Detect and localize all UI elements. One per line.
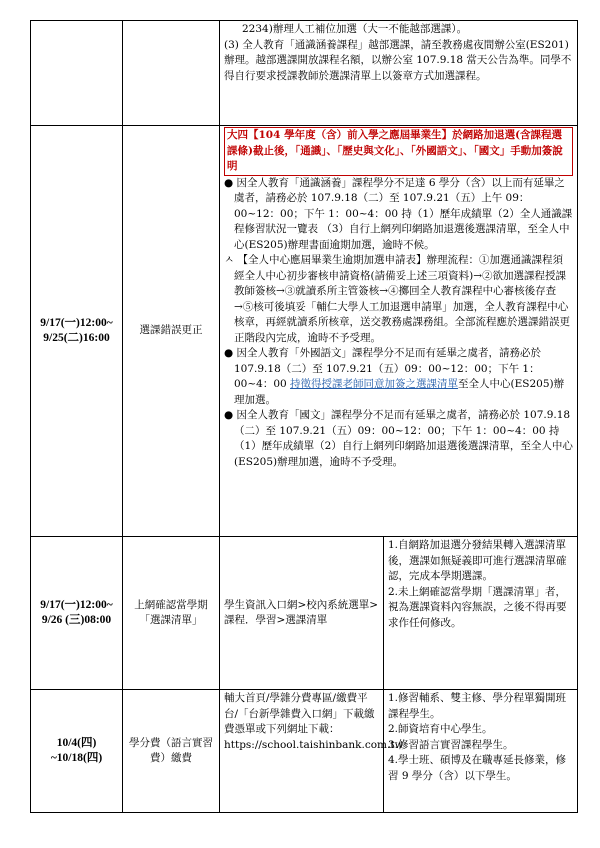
table-row bbox=[31, 21, 578, 126]
table-row bbox=[31, 690, 578, 813]
list-item-text: 【全人中心應屆畢業生逾期加選申請表】辦理流程：①加選通識課程須經全人中心初步審核申請資格(請備妥上述三項資料)→②欲加選課程授課教師簽核→③就讀系所主管簽核→④擲回全人教育課程中心審核後存查→⑤核可後填妥「輔仁大學人工加退選申請單」加選，全人教育課程中心核章，再經就讀系所核章，送交教務處課務組。全部流程應於選課錯誤更正階段內完成，逾時不予受理。 bbox=[234, 254, 570, 344]
note-line: 2234)辦理人工補位加選（大一不能越部選課）。 bbox=[242, 23, 468, 35]
note-line: 3.修習語言實習課程學生。 bbox=[388, 738, 514, 751]
table-row bbox=[31, 126, 578, 537]
item-cell: 選課錯誤更正 bbox=[123, 126, 220, 537]
date-cell: 9/17(一)12:00~ 9/25(二)16:00 bbox=[31, 126, 123, 537]
list-item: ㅅ 【全人中心應屆畢業生逾期加選申請表】辦理流程：①加選通識課程須經全人中心初步審核申請資格(請備妥上述三項資料)→②欲加選課程授課教師簽核→③就讀系所主管簽核→④擲回全人教育課程中心審核後存查→⑤核可後填妥「輔仁大學人工加退選申請單」加選，全人教育課程中心核章，再經就讀系所核章，送交教務處課務組。全部流程應於選課錯誤更正階段內完成，逾時不予受理。 bbox=[224, 254, 570, 344]
notes-cell bbox=[384, 690, 578, 813]
note-line: 1.修習輔系、雙主修、學分程單獨開班課程學生。 bbox=[388, 692, 567, 720]
note-line: 1.自網路加退選分發結果轉入選課清單後，選課如無疑義即可進行選課清單確認，完成本學期選課。 bbox=[388, 539, 567, 582]
item-cell-empty bbox=[123, 21, 220, 126]
list-item-text: 因全人教育「國文」課程學分不足而有延畢之虞者，請務必於 107.9.18（二）至 107.9.21（五）09：00~12：00；下午 1：00~4：00 持（1）歷年成績單（2）自行上網列印網路加退選後選課清單，至全人中心(ES205)辦理加選，逾時不予受理。 bbox=[234, 409, 573, 468]
note-line: 4.學士班、碩博及在職專延長修業，修習 9 學分（含）以下學生。 bbox=[388, 754, 567, 782]
list-item-text: 因全人教育「外國語文」課程學分不足而有延畢之虞者，請務必於 107.9.18（二）至 107.9.21（五）09：00~12：00；下午 1：00~4：00 bbox=[234, 347, 541, 390]
list-item-text: 因全人教育「通識涵養」課程學分不足達 6 學分（含）以上而有延畢之虞者，請務必於 107.9.18（二）至 107.9.21（五）上午 09：00~12：00；下午 1：00~4：00 持（1）歷年成績單（2）全人通識課程修習狀況一覽表 （3）自行上網列印網路加退選後選課清單，至全人中心(ES205)辦理書面逾期加選，逾時不候。 bbox=[234, 176, 573, 251]
consent-list-link[interactable]: 持徵得授課老師同意加簽之選課清單 bbox=[290, 378, 459, 390]
note-line: 2.未上網確認當學期「選課清單」者，視為選課資料內容無誤，之後不得再要求作任何修改。 bbox=[388, 585, 567, 629]
continued-notes bbox=[220, 21, 578, 126]
item-cell: 上網確認當學期「選課清單」 bbox=[123, 537, 220, 690]
list-item: ● 因全人教育「國文」課程學分不足而有延畢之虞者，請務必於 107.9.18（二）至 107.9.21（五）09：00~12：00；下午 1：00~4：00 持（1）歷年成績單（2）自行上網列印網路加退選後選課清單，至全人中心(ES205)辦理加選，逾時不予受理。 bbox=[224, 409, 573, 468]
path-cell bbox=[220, 690, 404, 813]
note-line: 2.師資培育中心學生。 bbox=[388, 723, 493, 735]
description-cell bbox=[220, 126, 578, 537]
date-cell: 10/4(四) ~10/18(四) bbox=[31, 690, 123, 813]
section-heading: 大四【104 學年度（含）前入學之應屆畢業生】於網路加退選(含課程選課條)截止後，「通識」、「歷史與文化」、「外國語文」、「國文」手動加簽說明 bbox=[224, 127, 573, 176]
table-row bbox=[31, 537, 578, 690]
path-text: 輔大首頁/學雜分費專區/繳費平台/「台新學雜費入口網」下載繳費憑單或下列網址下載：https://school.taishinbank.com.tw bbox=[224, 692, 404, 751]
notes-cell bbox=[384, 537, 578, 690]
date-cell-empty bbox=[31, 21, 123, 126]
path-cell bbox=[220, 537, 384, 690]
list-item-text: 至全人中心(ES205)辦理加選。 bbox=[234, 378, 565, 406]
list-item: ● 因全人教育「外國語文」課程學分不足而有延畢之虞者，請務必於 107.9.18（二）至 107.9.21（五）09：00~12：00；下午 1：00~4：00 持徵得授課老師同意加簽之選課清單至全人中心(ES205)辦理加選。 bbox=[224, 347, 565, 406]
schedule-table bbox=[30, 20, 578, 813]
note-line: (3) 全人教育「通識涵養課程」越部選課，請至教務處夜間辦公室(ES201)辦理。越部選課開放課程名額，以辦公室 107.9.18 當天公告為準。同學不得自行要求授課教師於選課清單上以簽章方式加選課程。 bbox=[224, 38, 572, 82]
list-item: ● 因全人教育「通識涵養」課程學分不足達 6 學分（含）以上而有延畢之虞者，請務必於 107.9.18（二）至 107.9.21（五）上午 09：00~12：00；下午 1：00~4：00 持（1）歷年成績單（2）全人通識課程修習狀況一覽表 （3）自行上網列印網路加退選後選課清單，至全人中心(ES205)辦理書面逾期加選，逾時不候。 bbox=[224, 176, 573, 251]
path-text: 學生資訊入口網>校內系統選單>課程．學習>選課清單 bbox=[224, 598, 379, 626]
item-cell: 學分費（語言實習費）繳費 bbox=[123, 690, 220, 813]
date-cell: 9/17(一)12:00~ 9/26 (三)08:00 bbox=[31, 537, 123, 690]
